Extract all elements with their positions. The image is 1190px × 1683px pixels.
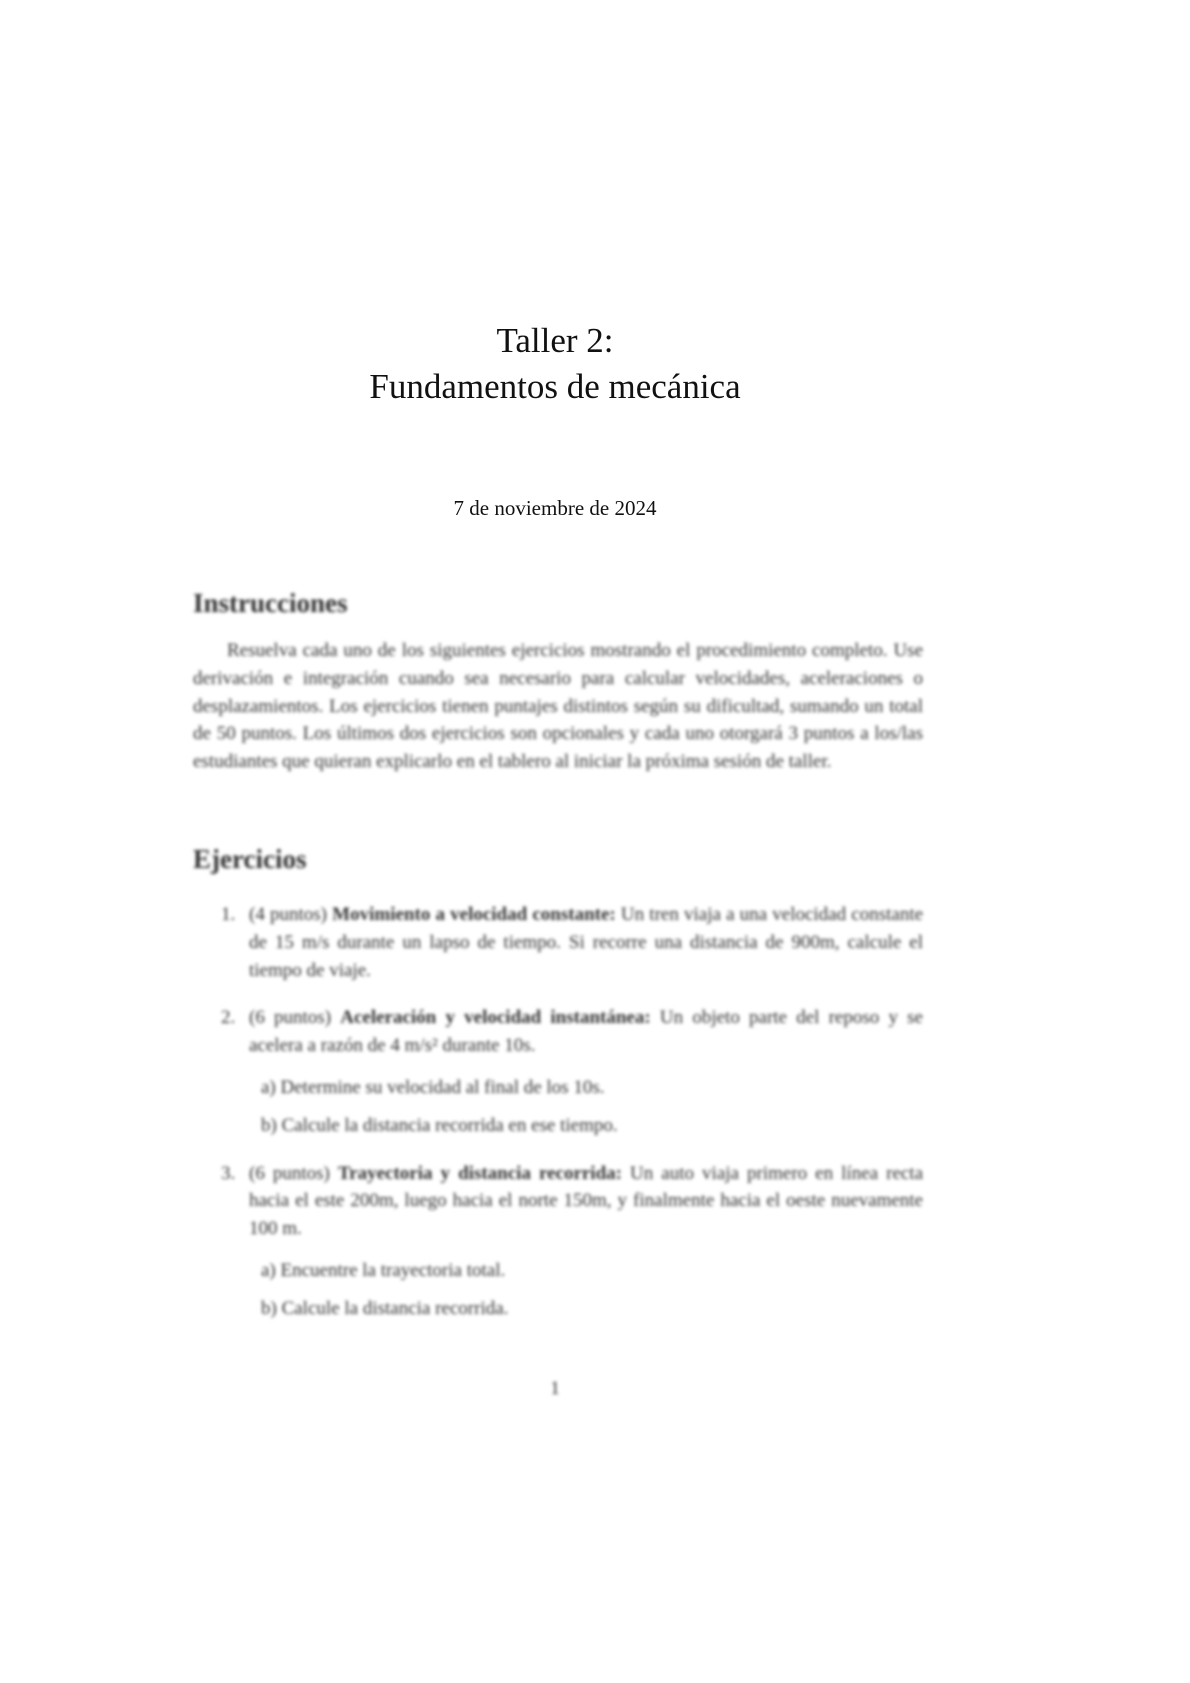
exercise-number: 3. (221, 1162, 236, 1184)
exercise-item (193, 901, 923, 984)
document-date: 7 de noviembre de 2024 (453, 496, 657, 520)
exercise-points: (4 puntos) (249, 904, 327, 925)
exercises-section (193, 844, 923, 1343)
instructions-heading: Instrucciones (193, 588, 348, 618)
exercise-title: Aceleración y velocidad instantánea: (340, 1007, 651, 1029)
subquestion-list (249, 1074, 923, 1140)
subquestion: b) Calcule la distancia recorrida. (261, 1297, 509, 1319)
title-line-1: Taller 2: (496, 321, 614, 360)
exercise-points: (6 puntos) (249, 1007, 332, 1029)
exercise-text: Un objeto parte del reposo y se acelera a razón de 4 m/s² durante 10s. (249, 1007, 923, 1057)
exercise-title: Movimiento a velocidad constante: (332, 904, 616, 925)
exercise-list (193, 901, 923, 1323)
instructions-section (193, 588, 923, 776)
exercise-number: 2. (221, 1007, 236, 1029)
exercise-text: Un tren viaja a una velocidad constante de 15 m/s durante un lapso de tiempo. Si recorre una distancia de 900m, calcule el tiempo de viaje. (249, 904, 924, 981)
exercise-title: Trayectoria y distancia recorrida: (337, 1162, 622, 1184)
document-title (0, 318, 1110, 410)
subquestion: b) Calcule la distancia recorrida en ese tiempo. (261, 1114, 618, 1136)
subquestion: a) Encuentre la trayectoria total. (261, 1259, 506, 1281)
instructions-text: Resuelva cada uno de los siguientes ejercicios mostrando el procedimiento completo. Use derivación e integración cuando sea necesario para calcular velocidades, aceleraciones o desplazamientos. Los ejercicios tienen puntajes distintos según su dificultad, sumando un total de 50 puntos. Los últimos dos ejercicios son opcionales y cada uno otorgará 3 puntos a los/las estudiantes que quieran explicarlo en el tablero al iniciar la próxima sesión de taller. (193, 640, 923, 773)
subquestion-list (249, 1257, 923, 1323)
page-number: 1 (550, 1378, 560, 1399)
subquestion: a) Determine su velocidad al final de los 10s. (261, 1076, 605, 1098)
exercise-points: (6 puntos) (249, 1162, 330, 1184)
exercise-item (193, 1004, 923, 1139)
exercise-number: 1. (221, 904, 236, 925)
title-line-2: Fundamentos de mecánica (369, 367, 741, 406)
exercise-text: Un auto viaja primero en línea recta hacia el este 200m, luego hacia el norte 150m, y finalmente hacia el oeste nuevamente 100 m. (249, 1162, 924, 1240)
exercise-item (193, 1160, 923, 1323)
exercises-heading: Ejercicios (193, 844, 307, 874)
